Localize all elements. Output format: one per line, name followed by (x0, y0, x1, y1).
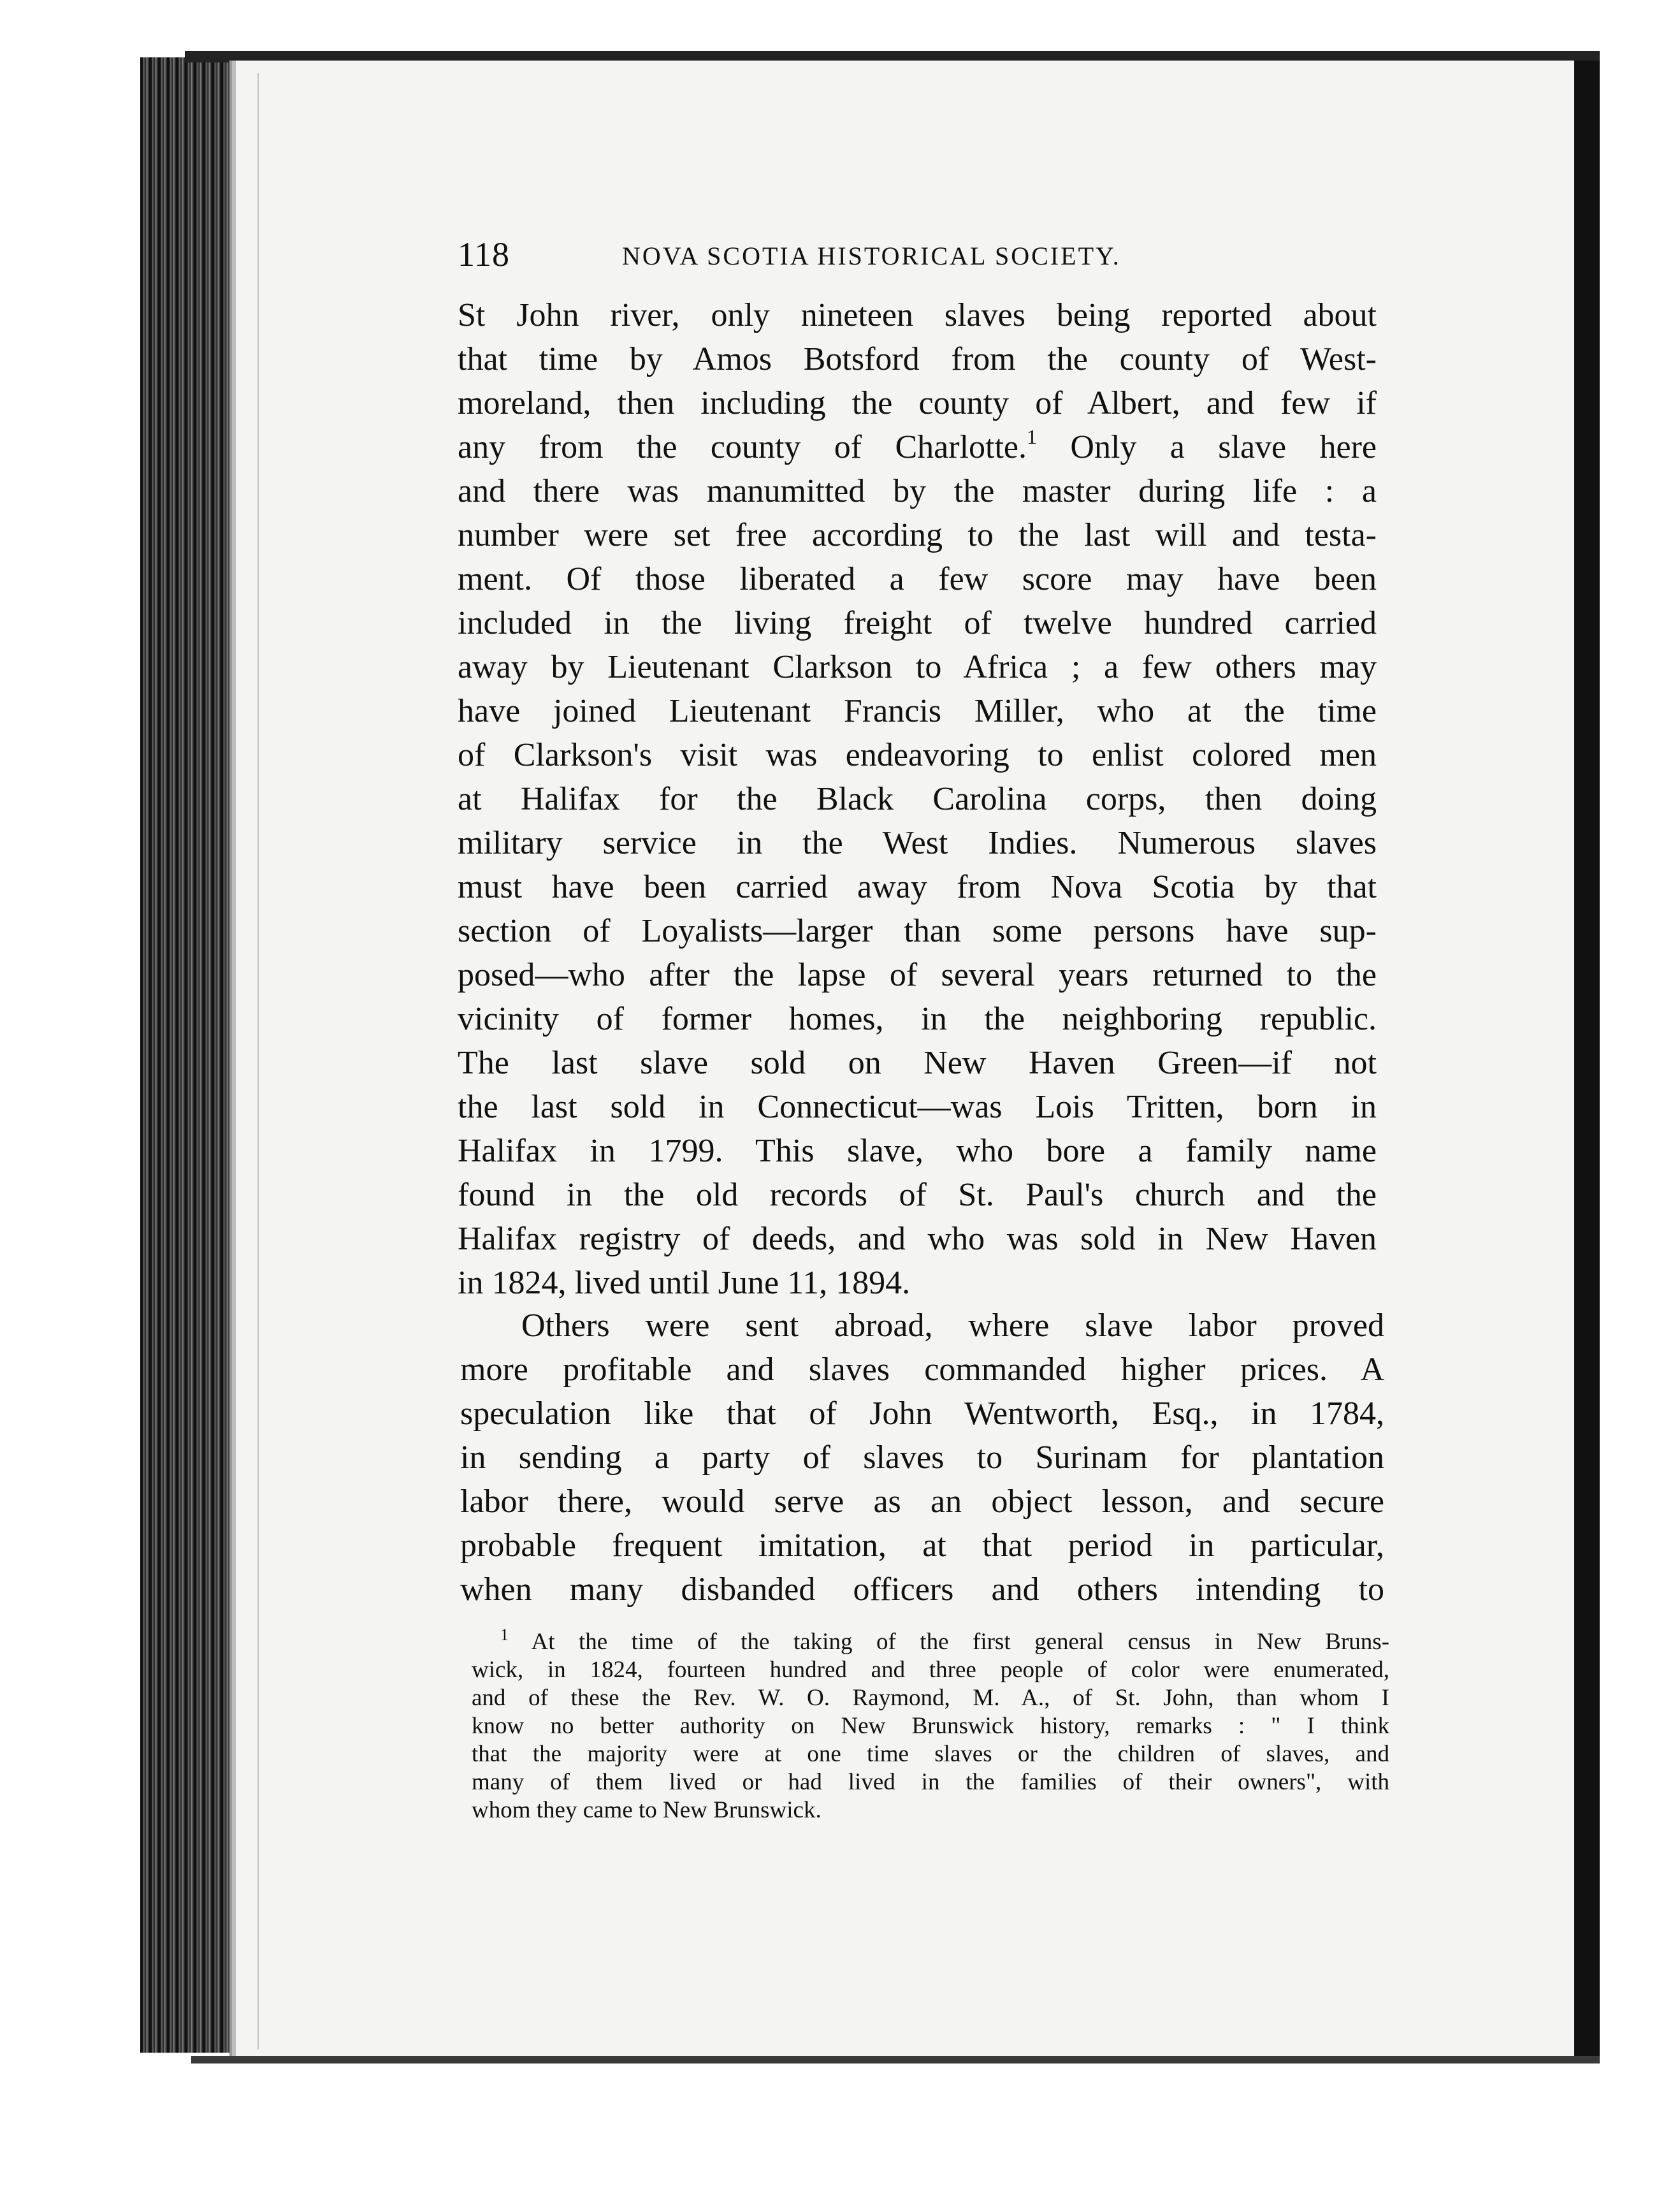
text-line: number were set free according to the last will and testa- (458, 517, 1377, 553)
paragraph-1 (458, 293, 1377, 1305)
text-line: in sending a party of slaves to Surinam for plantation (460, 1439, 1384, 1476)
text-line: section of Loyalists—larger than some persons have sup- (458, 913, 1377, 949)
text-line: St John river, only nineteen slaves being reported about (458, 297, 1377, 333)
page-gutter-line (257, 73, 259, 2049)
text-line: Others were sent abroad, where slave labor proved (521, 1307, 1384, 1344)
footnote-line: and of these the Rev. W. O. Raymond, M. A., of St. John, than whom I (472, 1685, 1389, 1711)
text-line: posed—who after the lapse of several years returned to the (458, 957, 1377, 993)
footnote-line: whom they came to New Brunswick. (472, 1797, 822, 1823)
text-line: ment. Of those liberated a few score may have been (458, 561, 1377, 597)
scan-right-border (1574, 61, 1600, 2059)
text-line: at Halifax for the Black Carolina corps, then doing (458, 781, 1377, 817)
text-segment: any from the county of Charlotte. (458, 429, 1027, 465)
text-line: away by Lieutenant Clarkson to Africa ; a few others may (458, 649, 1377, 685)
footnote (472, 1628, 1389, 1824)
text-segment: Only a slave here (1037, 429, 1377, 465)
text-line: more profitable and slaves commanded higher prices. A (460, 1351, 1384, 1388)
text-line: labor there, would serve as an object lesson, and secure (460, 1483, 1384, 1520)
scan-background-left (0, 0, 159, 2198)
text-line: Halifax in 1799. This slave, who bore a family name (458, 1133, 1377, 1169)
text-line: speculation like that of John Wentworth, Esq., in 1784, (460, 1395, 1384, 1432)
text-line: when many disbanded officers and others intending to (460, 1571, 1384, 1608)
text-line: included in the living freight of twelve hundred carried (458, 605, 1377, 641)
text-line-with-footnote (458, 425, 1377, 469)
text-line: that time by Amos Botsford from the county of West- (458, 341, 1377, 377)
text-line: and there was manumitted by the master during life : a (458, 473, 1377, 509)
text-line: vicinity of former homes, in the neighboring republic. (458, 1001, 1377, 1037)
text-line: have joined Lieutenant Francis Miller, who at the time (458, 693, 1377, 729)
text-line: Halifax registry of deeds, and who was sold in New Haven (458, 1221, 1377, 1257)
running-head (458, 235, 1216, 273)
footnote-marker: 1 (500, 1628, 509, 1644)
scan-bottom-edge (191, 2056, 1600, 2063)
text-line: in 1824, lived until June 11, 1894. (458, 1265, 911, 1301)
text-line: The last slave sold on New Haven Green—if not (458, 1045, 1377, 1081)
text-line: probable frequent imitation, at that period in particular, (460, 1527, 1384, 1564)
footnote-text: At the time of the taking of the first general census in New Bruns- (531, 1629, 1389, 1655)
footnote-line: that the majority were at one time slaves or the children of slaves, and (472, 1741, 1389, 1767)
footnote-line: know no better authority on New Brunswick history, remarks : " I think (472, 1713, 1389, 1739)
footnote-line (472, 1628, 1389, 1656)
scan-background-right (1600, 0, 1680, 2198)
book-page-edges (140, 57, 242, 2053)
text-line: of Clarkson's visit was endeavoring to enlist colored men (458, 737, 1377, 773)
text-line: military service in the West Indies. Numerous slaves (458, 825, 1377, 861)
footnote-reference: 1 (1027, 425, 1038, 448)
text-line: found in the old records of St. Paul's church and the (458, 1177, 1377, 1213)
journal-title: NOVA SCOTIA HISTORICAL SOCIETY. (622, 242, 1121, 270)
footnote-line: wick, in 1824, fourteen hundred and three people of color were enumerated, (472, 1657, 1389, 1683)
paragraph-2 (460, 1304, 1384, 1612)
footnote-line: many of them lived or had lived in the families of their owners", with (472, 1769, 1389, 1795)
text-line: moreland, then including the county of Albert, and few if (458, 385, 1377, 421)
text-line: must have been carried away from Nova Scotia by that (458, 869, 1377, 905)
page-number: 118 (458, 235, 510, 273)
text-line: the last sold in Connecticut—was Lois Tritten, born in (458, 1089, 1377, 1125)
